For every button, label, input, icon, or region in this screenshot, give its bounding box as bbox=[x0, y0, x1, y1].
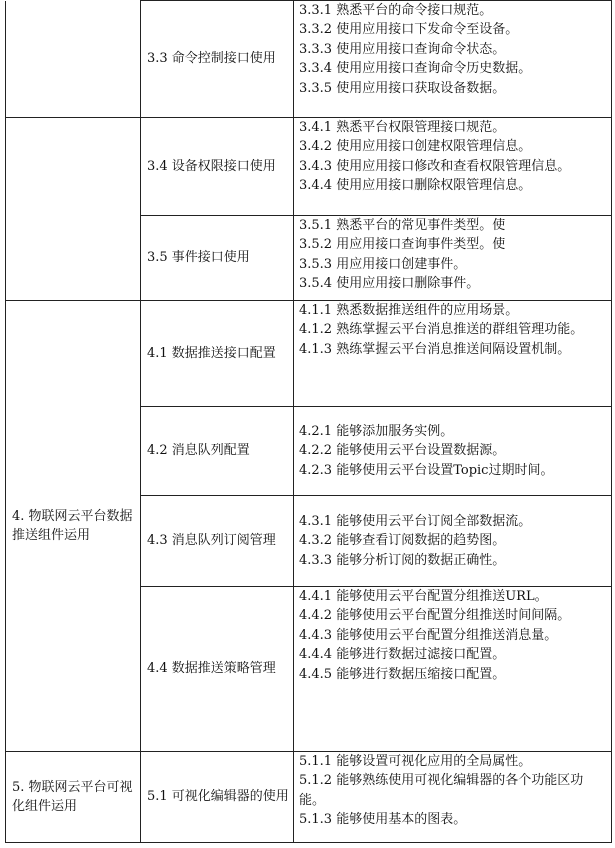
unit-cell: 4.3 消息队列订阅管理 bbox=[141, 496, 294, 587]
list-item: 5.1.2 能够熟练使用可视化编辑器的各个功能区功能。 bbox=[299, 773, 584, 808]
list-item: 5.1.3 能够使用基本的图表。 bbox=[299, 812, 467, 828]
list-item: 4.1.1 熟悉数据推送组件的应用场景。 bbox=[299, 303, 519, 318]
module-cell bbox=[6, 118, 141, 301]
table-row bbox=[6, 118, 612, 216]
list-item: 4.1.3 熟练掌握云平台消息推送间隔设置机制。 bbox=[299, 341, 571, 357]
module-cell: 4. 物联网云平台数据推送组件运用 bbox=[6, 301, 141, 752]
items-cell bbox=[294, 496, 612, 587]
list-item: 4.4.3 能够使用云平台配置分组推送消息量。 bbox=[299, 627, 558, 643]
list-item: 4.4.5 能够进行数据压缩接口配置。 bbox=[299, 666, 506, 682]
list-item: 3.3.4 使用应用接口查询命令历史数据。 bbox=[299, 61, 532, 77]
list-item: 4.3.2 能够查看订阅数据的趋势图。 bbox=[299, 533, 506, 549]
module-cell: 5. 物联网云平台可视化组件运用 bbox=[6, 752, 141, 843]
list-item: 3.5.1 熟悉平台的常见事件类型。使 bbox=[299, 218, 506, 233]
list-item: 3.5.2 用应用接口查询事件类型。使 bbox=[299, 237, 506, 253]
list-item: 3.4.2 使用应用接口创建权限管理信息。 bbox=[299, 139, 532, 155]
table-row bbox=[6, 1, 612, 118]
module-cell bbox=[6, 1, 141, 118]
list-item: 5.1.1 能够设置可视化应用的全局属性。 bbox=[299, 754, 532, 769]
list-item: 4.4.4 能够进行数据过滤接口配置。 bbox=[299, 647, 506, 663]
list-item: 4.2.1 能够添加服务实例。 bbox=[299, 423, 454, 439]
unit-cell: 4.4 数据推送策略管理 bbox=[141, 587, 294, 752]
list-item: 4.4.2 能够使用云平台配置分组推送时间间隔。 bbox=[299, 608, 571, 624]
table-row bbox=[6, 301, 612, 407]
table-row bbox=[6, 752, 612, 843]
unit-cell: 4.2 消息队列配置 bbox=[141, 407, 294, 496]
list-item: 4.2.2 能够使用云平台设置数据源。 bbox=[299, 443, 506, 459]
items-cell bbox=[294, 587, 612, 752]
list-item: 3.5.3 用应用接口创建事件。 bbox=[299, 256, 467, 272]
list-item: 4.1.2 熟练掌握云平台消息推送的群组管理功能。 bbox=[299, 322, 584, 338]
list-item: 3.3.1 熟悉平台的命令接口规范。 bbox=[299, 3, 493, 18]
training-content-table bbox=[5, 0, 612, 843]
unit-cell: 3.4 设备权限接口使用 bbox=[141, 118, 294, 216]
items-cell bbox=[294, 301, 612, 407]
list-item: 3.4.4 使用应用接口删除权限管理信息。 bbox=[299, 178, 532, 194]
unit-cell: 5.1 可视化编辑器的使用 bbox=[141, 752, 294, 843]
list-item: 4.4.1 能够使用云平台配置分组推送URL。 bbox=[299, 589, 548, 604]
list-item: 4.3.3 能够分析订阅的数据正确性。 bbox=[299, 552, 506, 568]
items-cell bbox=[294, 1, 612, 118]
list-item: 3.4.1 熟悉平台权限管理接口规范。 bbox=[299, 120, 506, 135]
unit-cell: 3.3 命令控制接口使用 bbox=[141, 1, 294, 118]
list-item: 3.4.3 使用应用接口修改和查看权限管理信息。 bbox=[299, 158, 571, 174]
list-item: 3.3.2 使用应用接口下发命令至设备。 bbox=[299, 22, 519, 38]
items-cell bbox=[294, 407, 612, 496]
list-item: 3.3.5 使用应用接口获取设备数据。 bbox=[299, 80, 506, 96]
list-item: 3.3.3 使用应用接口查询命令状态。 bbox=[299, 41, 506, 57]
list-item: 4.2.3 能够使用云平台设置Topic过期时间。 bbox=[299, 462, 554, 478]
unit-cell: 4.1 数据推送接口配置 bbox=[141, 301, 294, 407]
list-item: 3.5.4 使用应用接口删除事件。 bbox=[299, 276, 480, 292]
items-cell bbox=[294, 216, 612, 301]
unit-cell: 3.5 事件接口使用 bbox=[141, 216, 294, 301]
list-item: 4.3.1 能够使用云平台订阅全部数据流。 bbox=[299, 513, 532, 529]
items-cell bbox=[294, 118, 612, 216]
items-cell bbox=[294, 752, 612, 843]
